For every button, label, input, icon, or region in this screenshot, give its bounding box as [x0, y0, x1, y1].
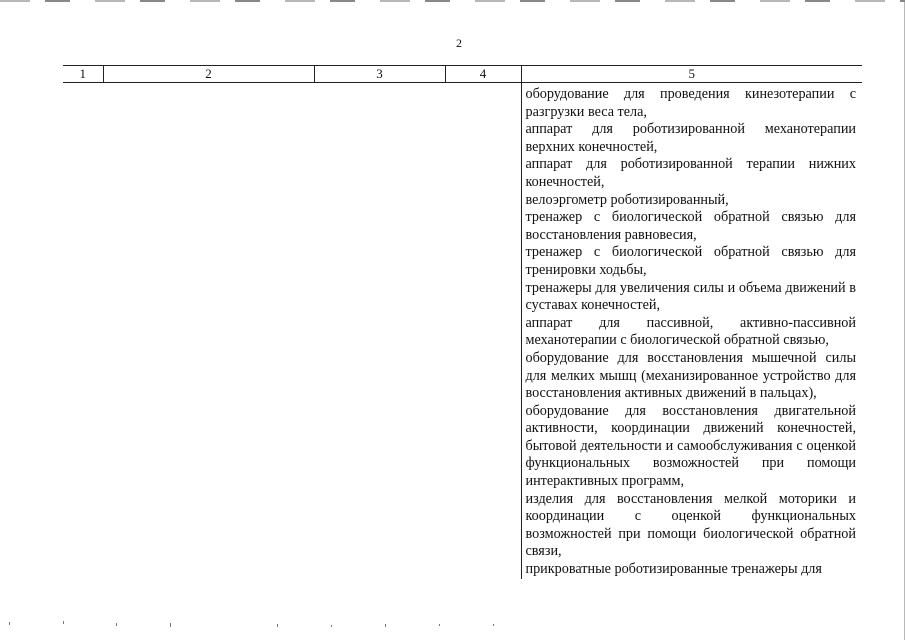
cell-col1 [63, 83, 103, 579]
scan-speck [331, 625, 332, 627]
list-item: аппарат для пассивной, активно-пассивной механотерапии с биологической обратной связью, [525, 314, 856, 349]
list-item: тренажеры для увеличения силы и объема движений в суставах конечностей, [525, 279, 856, 314]
list-item: оборудование для восстановления мышечной силы для мелких мышц (механизированное устройство для восстановления активных движений в пальцах), [525, 349, 856, 402]
scan-speck [277, 624, 278, 627]
list-item: тренажер с биологической обратной связью для восстановления равновесия, [525, 209, 856, 243]
column-header-3: 3 [314, 66, 445, 83]
list-item: велоэргометр роботизированный, [525, 191, 729, 208]
list-item: тренажер с биологической обратной связью для тренировки ходьбы, [525, 244, 856, 278]
list-item: оборудование для проведения кинезотерапии с разгрузки веса тела, [525, 86, 856, 120]
cell-col2 [103, 83, 314, 579]
scan-speck [439, 624, 440, 626]
list-item: прикроватные роботизированные тренажеры для [525, 561, 822, 578]
cell-col4 [445, 83, 521, 579]
list-item: оборудование для восстановления двигательной активности, координации движений конечностей, бытовой деятельности и самообслуживания с оценкой функциональных возможностей при помощи интерактивных программ, [525, 402, 856, 490]
column-header-5: 5 [521, 66, 862, 83]
list-item: изделия для восстановления мелкой моторики и координации с оценкой функциональных возможностей при помощи биологической обратной связи, [525, 490, 856, 560]
scan-speck [493, 624, 494, 626]
scan-speck [116, 623, 117, 626]
scan-top-edge [0, 0, 905, 2]
scan-speck [63, 621, 64, 624]
column-header-4: 4 [445, 66, 521, 83]
list-item: аппарат для роботизированной механотерапии верхних конечностей, [525, 121, 856, 155]
table-row [63, 83, 862, 579]
column-header-1: 1 [63, 66, 103, 83]
cell-col5-equipment-list [521, 83, 862, 579]
equipment-table [63, 65, 862, 579]
scan-speck [9, 622, 10, 625]
page-number: 2 [456, 36, 462, 50]
scan-speck [385, 624, 386, 627]
list-item: аппарат для роботизированной терапии нижних конечностей, [525, 156, 856, 190]
column-header-2: 2 [103, 66, 314, 83]
table-header-row [63, 66, 862, 83]
scan-speck [170, 623, 171, 627]
cell-col3 [314, 83, 445, 579]
